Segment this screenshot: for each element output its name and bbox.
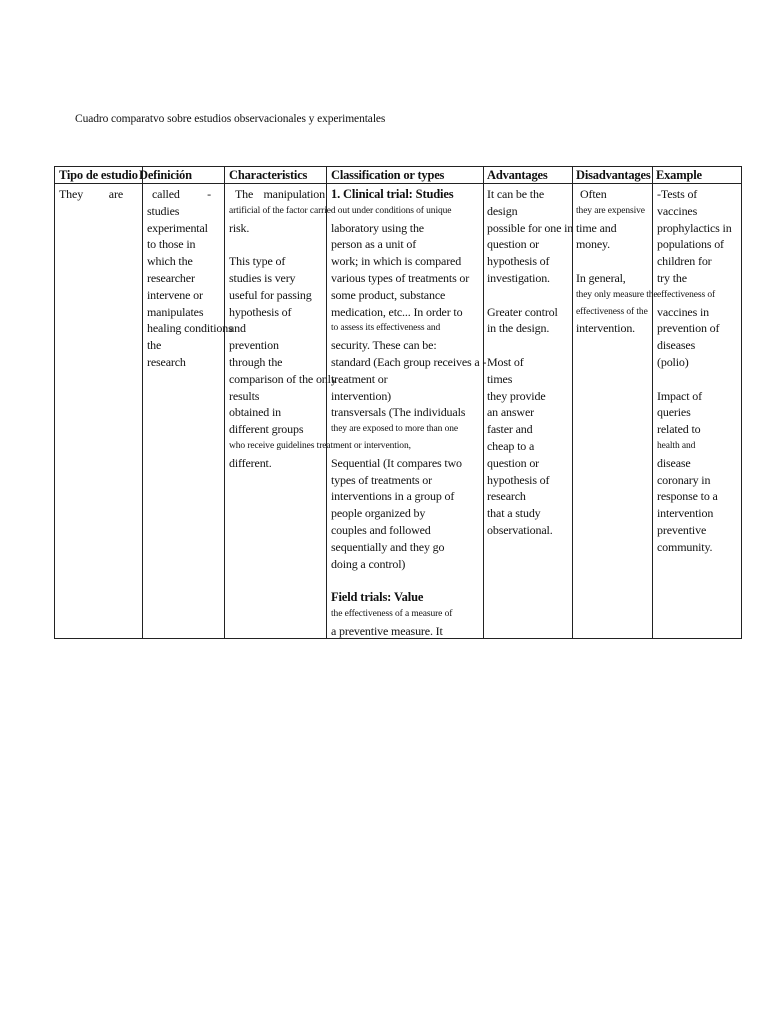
cell-line: hypothesis of bbox=[487, 472, 550, 487]
cell-line: healing conditions bbox=[147, 321, 233, 336]
comparison-table bbox=[54, 166, 742, 639]
characteristics-first-line bbox=[229, 186, 325, 203]
cell-line: standard (Each group receives a - bbox=[331, 354, 487, 369]
cell-line: the bbox=[147, 338, 162, 353]
cell-line bbox=[657, 371, 741, 388]
column-divider bbox=[142, 167, 143, 638]
header-classification: Classification or types bbox=[331, 168, 445, 182]
cell-line: prevention bbox=[229, 338, 279, 353]
definicion-cell bbox=[147, 186, 233, 371]
header-disadvantages: Disadvantages bbox=[576, 168, 651, 182]
cell-line: question or bbox=[487, 237, 540, 252]
cell-text: manipulation bbox=[263, 187, 325, 201]
cell-line: intervene or bbox=[147, 287, 203, 302]
cell-line: preventive bbox=[657, 522, 707, 537]
cell-line: which the bbox=[147, 254, 193, 269]
cell-line: different groups bbox=[229, 422, 304, 437]
cell-line: Most of bbox=[487, 354, 524, 369]
cell-line: some product, substance bbox=[331, 287, 446, 302]
cell-line: cheap to a bbox=[487, 438, 535, 453]
cell-line bbox=[487, 337, 571, 354]
cell-line: work; in which is compared bbox=[331, 254, 462, 269]
header-characteristics: Characteristics bbox=[229, 168, 308, 182]
cell-line: intervention. bbox=[576, 321, 636, 336]
cell-line: risk. bbox=[229, 220, 250, 235]
cell-line: intervention bbox=[657, 506, 714, 521]
cell-line bbox=[576, 253, 651, 270]
example-cell bbox=[657, 186, 741, 556]
page-title: Cuadro comparatvo sobre estudios observacionales y experimentales bbox=[75, 113, 386, 125]
cell-line: a preventive measure. It bbox=[331, 623, 443, 638]
cell-line: laboratory using the bbox=[331, 220, 424, 235]
column-divider bbox=[326, 167, 327, 638]
cell-line: studies bbox=[147, 203, 180, 218]
disadvantages-cell bbox=[576, 186, 658, 337]
header-divider bbox=[55, 183, 741, 184]
cell-line: prophylactics in bbox=[657, 220, 732, 235]
cell-line bbox=[331, 438, 481, 455]
cell-line: populations of bbox=[657, 237, 724, 252]
cell-line: they are expensive bbox=[576, 205, 645, 216]
cell-line: doing a control) bbox=[331, 556, 406, 571]
cell-line: different. bbox=[229, 455, 272, 470]
cell-line: Impact of bbox=[657, 388, 702, 403]
cell-line: community. bbox=[657, 539, 713, 554]
cell-line: couples and followed bbox=[331, 522, 431, 537]
cell-line bbox=[331, 203, 481, 220]
cell-line: In general, bbox=[576, 270, 626, 285]
cell-line: medication, etc... In order to bbox=[331, 304, 463, 319]
cell-line: research bbox=[487, 489, 526, 504]
classification-cell bbox=[331, 186, 487, 640]
cell-line: observational. bbox=[487, 522, 553, 537]
cell-line: 1. Clinical trial: Studies bbox=[331, 187, 454, 201]
cell-line: This type of bbox=[229, 254, 286, 269]
cell-line: an answer bbox=[487, 405, 534, 420]
cell-line: children for bbox=[657, 254, 712, 269]
cell-line: treatment or bbox=[331, 371, 388, 386]
column-divider bbox=[483, 167, 484, 638]
cell-line: experimental bbox=[147, 220, 208, 235]
cell-line: Greater control bbox=[487, 304, 558, 319]
cell-line: people organized by bbox=[331, 506, 426, 521]
cell-line: related to bbox=[657, 422, 701, 437]
cell-line: types of treatments or bbox=[331, 472, 433, 487]
cell-line: various types of treatments or bbox=[331, 270, 470, 285]
cell-text: called bbox=[152, 187, 180, 201]
cell-line: to assess its effectiveness and bbox=[331, 323, 441, 334]
advantages-cell bbox=[487, 186, 574, 539]
cell-line: and bbox=[229, 321, 246, 336]
cell-line: Sequential (It compares two bbox=[331, 455, 462, 470]
cell-line: effectiveness of bbox=[657, 289, 716, 300]
cell-line: in the design. bbox=[487, 321, 550, 336]
cell-text: They bbox=[59, 187, 84, 201]
cell-line: times bbox=[487, 371, 513, 386]
header-definicion: Definición bbox=[139, 168, 192, 182]
cell-line: queries bbox=[657, 405, 691, 420]
cell-line: health and bbox=[657, 440, 696, 451]
cell-line: artificial of the factor carried out under conditions of unique bbox=[229, 205, 452, 216]
cell-line: It can be the bbox=[487, 187, 545, 201]
cell-line: comparison of the only bbox=[229, 371, 337, 386]
cell-line: research bbox=[147, 354, 186, 369]
cell-line: possible for one in bbox=[487, 220, 574, 235]
cell-line: interventions in a group of bbox=[331, 489, 455, 504]
cell-line: vaccines bbox=[657, 203, 698, 218]
column-divider bbox=[652, 167, 653, 638]
cell-line bbox=[331, 572, 481, 589]
cell-line: diseases bbox=[657, 338, 696, 353]
cell-line: hypothesis of bbox=[229, 304, 292, 319]
cell-line: (polio) bbox=[657, 354, 689, 369]
cell-line: design bbox=[487, 203, 518, 218]
cell-line: who receive guidelines treatment or intervention, bbox=[229, 440, 411, 451]
cell-line: they are exposed to more than one bbox=[331, 424, 459, 435]
cell-line bbox=[229, 236, 325, 253]
cell-line: useful for passing bbox=[229, 287, 312, 302]
column-divider bbox=[224, 167, 225, 638]
cell-line: investigation. bbox=[487, 270, 550, 285]
header-example: Example bbox=[656, 168, 702, 182]
cell-line: disease bbox=[657, 455, 691, 470]
cell-line: they only measure the bbox=[576, 289, 658, 300]
cell-line: person as a unit of bbox=[331, 237, 417, 252]
cell-line: security. These can be: bbox=[331, 338, 437, 353]
cell-line: prevention of bbox=[657, 321, 720, 336]
cell-line: try the bbox=[657, 270, 687, 285]
cell-line: results bbox=[229, 388, 260, 403]
cell-line: transversals (The individuals bbox=[331, 405, 466, 420]
cell-text: - bbox=[207, 187, 211, 201]
cell-line: the effectiveness of a measure of bbox=[331, 608, 453, 619]
cell-line: effectiveness of the bbox=[576, 306, 648, 317]
cell-line: sequentially and they go bbox=[331, 539, 445, 554]
cell-line: manipulates bbox=[147, 304, 204, 319]
cell-line: vaccines in bbox=[657, 304, 709, 319]
cell-line: Field trials: Value bbox=[331, 590, 424, 605]
cell-line: coronary in bbox=[657, 472, 711, 487]
cell-line: money. bbox=[576, 237, 610, 252]
cell-line: response to a bbox=[657, 489, 718, 504]
cell-line: studies is very bbox=[229, 270, 296, 285]
cell-line: obtained in bbox=[229, 405, 282, 420]
cell-line: intervention) bbox=[331, 388, 392, 403]
cell-line: they provide bbox=[487, 388, 546, 403]
header-tipo: Tipo de estudio bbox=[59, 168, 138, 182]
cell-line: researcher bbox=[147, 270, 195, 285]
cell-text: The bbox=[235, 187, 254, 201]
cell-line: time and bbox=[576, 220, 617, 235]
cell-line: hypothesis of bbox=[487, 254, 550, 269]
cell-line bbox=[487, 287, 571, 304]
cell-line: question or bbox=[487, 455, 540, 470]
definicion-first-line bbox=[147, 186, 223, 203]
column-divider bbox=[572, 167, 573, 638]
cell-line: Often bbox=[580, 187, 607, 201]
cell-line: through the bbox=[229, 354, 283, 369]
cell-line: faster and bbox=[487, 422, 533, 437]
cell-line: to those in bbox=[147, 237, 196, 252]
cell-line: that a study bbox=[487, 506, 541, 521]
tipo-cell bbox=[59, 186, 123, 203]
header-advantages: Advantages bbox=[487, 168, 548, 182]
cell-text: are bbox=[108, 187, 123, 201]
cell-line: -Tests of bbox=[657, 187, 698, 201]
